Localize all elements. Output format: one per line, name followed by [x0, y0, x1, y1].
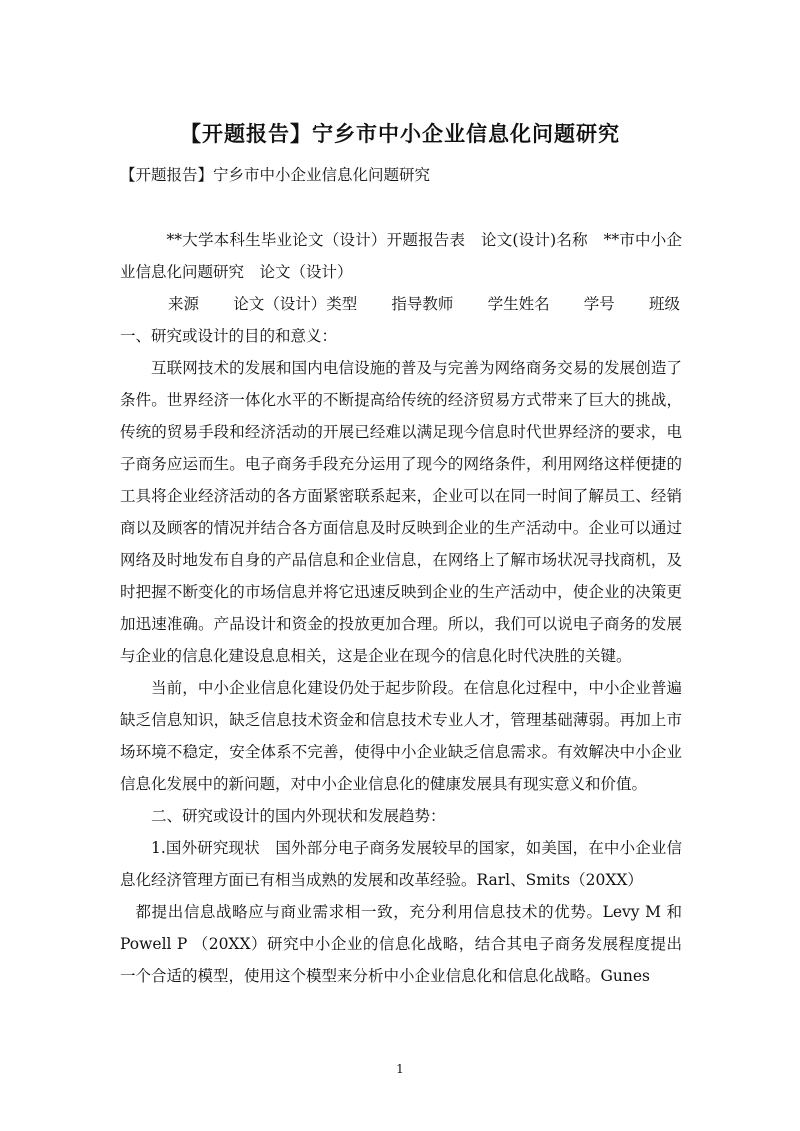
table-header-student-id: 学号 [583, 295, 615, 313]
document-title: 【开题报告】宁乡市中小企业信息化问题研究 [180, 121, 620, 146]
document-subtitle: 【开题报告】宁乡市中小企业信息化问题研究 [120, 166, 431, 184]
paragraph-purpose: 互联网技术的发展和国内电信设施的普及与完善为网络商务交易的发展创造了条件。世界经济一体化水平的不断提高给传统的经济贸易方式带来了巨大的挑战，传统的贸易手段和经济活动的开展已经难以满足现今信息时代世界经济的要求，电子商务应运而生。电子商务手段充分运用了现今的网络条件，利用网络这样便捷的工具将企业经济活动的各方面紧密联系起来，企业可以在同一时间了解员工、经销商以及顾客的情况并结合各方面信息及时反映到企业的生产活动中。企业可以通过网络及时地发布自身的产品信息和企业信息，在网络上了解市场状况寻找商机，及时把握不断变化的市场信息并将它迅速反映到企业的生产活动中，使企业的决策更加迅速准确。产品设计和资金的投放更加合理。所以，我们可以说电子商务的发展与企业的信息化建设息息相关，这是企业在现今的信息化时代决胜的关键。 [120, 359, 682, 665]
table-header-student-name: 学生姓名 [487, 295, 550, 313]
paragraph-current-status: 当前，中小企业信息化建设仍处于起步阶段。在信息化过程中，中小企业普遍缺乏信息知识，缺乏信息技术资金和信息技术专业人才，管理基础薄弱。再加上市场环境不稳定，安全体系不完善，使得中小企业缺乏信息需求。有效解决中小企业信息化发展中的新问题，对中小企业信息化的健康发展具有现实意义和价值。 [120, 679, 682, 793]
cover-line: **大学本科生毕业论文（设计）开题报告表 论文(设计)名称 **市中小企业信息化问题研究 论文（设计） [120, 231, 682, 281]
table-header-class: 班级 [648, 295, 680, 313]
report-table-header-row [120, 288, 682, 320]
paragraph-foreign-research-continued: 都提出信息战略应与商业需求相一致，充分利用信息技术的优势。Levy M 和 Powell P （20XX）研究中小企业的信息化战略，结合其电子商务发展程度提出一个合适的模型，使用这个模型来分析中小企业信息化和信息化战略。Gunes [120, 903, 682, 985]
section-2-heading: 二、研究或设计的国内外现状和发展趋势： [151, 807, 446, 825]
table-header-advisor: 指导教师 [391, 295, 454, 313]
section-1-heading: 一、研究或设计的目的和意义： [120, 327, 338, 345]
table-header-type: 论文（设计）类型 [233, 295, 358, 313]
document-body [120, 224, 682, 992]
page-number: 1 [396, 1062, 404, 1076]
paragraph-foreign-research: 1.国外研究现状 国外部分电子商务发展较早的国家，如美国，在中小企业信息化经济管理方面已有相当成熟的发展和改革经验。Rarl、Smits（20XX） [120, 839, 682, 889]
table-header-source: 来源 [168, 295, 200, 313]
